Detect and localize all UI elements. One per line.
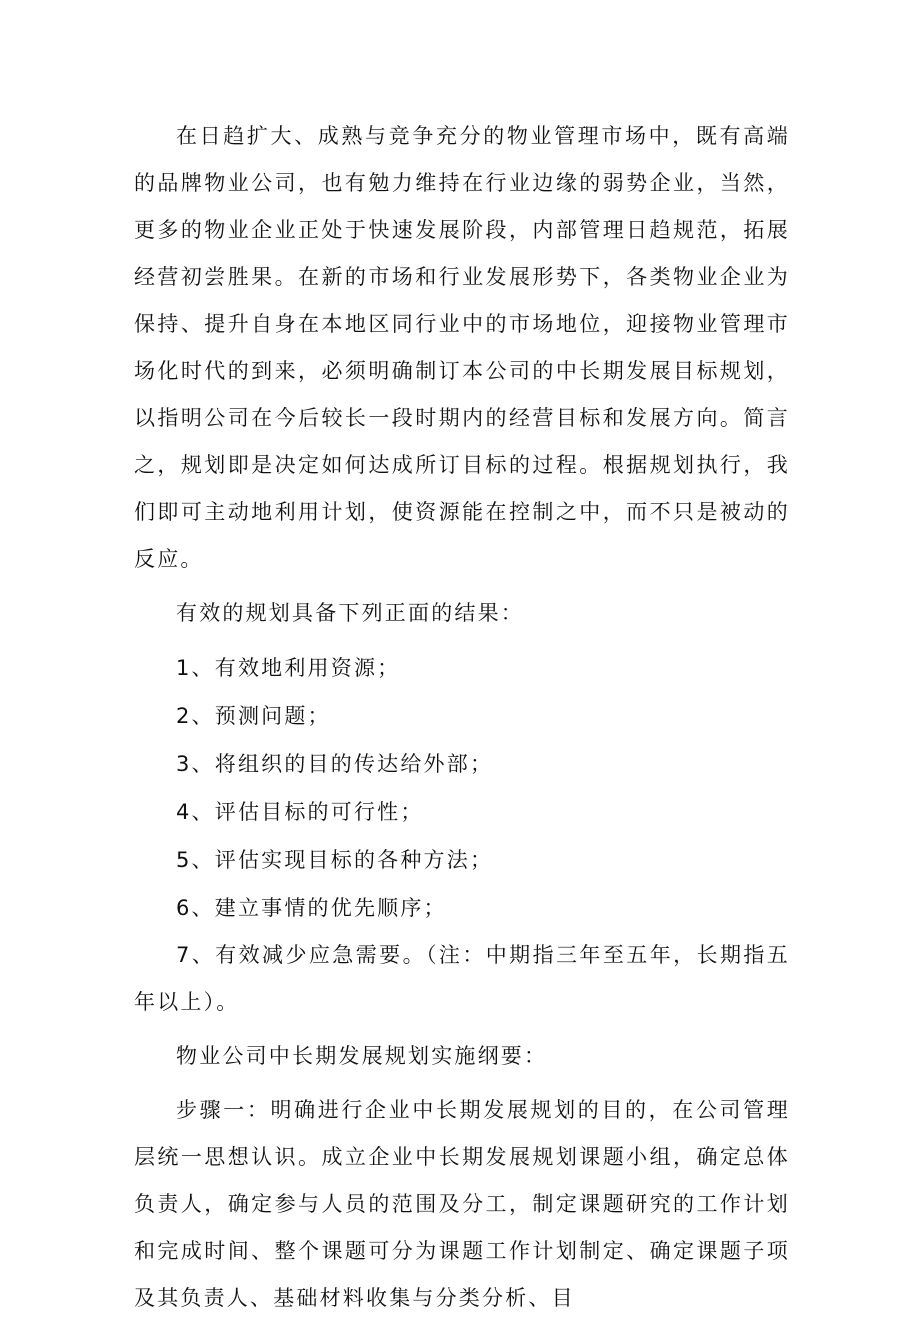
intro-paragraph: 在日趋扩大、成熟与竞争充分的物业管理市场中，既有高端的品牌物业公司，也有勉力维持在行业边缘的弱势企业，当然，更多的物业企业正处于快速发展阶段，内部管理日趋规范，拓展经营初尝胜果。在新的市场和行业发展形势下，各类物业企业为保持、提升自身在本地区同行业中的市场地位，迎接物业管理市场化时代的到来，必须明确制订本公司的中长期发展目标规划，以指明公司在今后较长一段时期内的经营目标和发展方向。简言之，规划即是决定如何达成所订目标的过程。根据规划执行，我们即可主动地利用计划，使资源能在控制之中，而不只是被动的反应。 <box>134 124 790 571</box>
result-item-2: 2、预测问题； <box>176 704 331 728</box>
document-body <box>134 113 790 1329</box>
result-item-5: 5、评估实现目标的各种方法； <box>176 848 494 872</box>
result-item-3: 3、将组织的目的传达给外部； <box>176 752 494 776</box>
step-one-paragraph: 步骤一：明确进行企业中长期发展规划的目的，在公司管理层统一思想认识。成立企业中长期发展规划课题小组，确定总体负责人，确定参与人员的范围及分工，制定课题研究的工作计划和完成时间、整个课题可分为课题工作计划制定、确定课题子项及其负责人、基础材料收集与分类分析、目 <box>134 1098 790 1310</box>
result-item-4: 4、评估目标的可行性； <box>176 800 424 824</box>
result-item-1: 1、有效地利用资源； <box>176 656 401 680</box>
result-item-6: 6、建立事情的优先顺序； <box>176 896 447 920</box>
results-heading: 有效的规划具备下列正面的结果： <box>176 601 524 625</box>
outline-heading: 物业公司中长期发展规划实施纲要： <box>176 1044 548 1068</box>
result-item-7-note: 7、有效减少应急需要。（注：中期指三年至五年，长期指五年以上）。 <box>134 943 790 1014</box>
